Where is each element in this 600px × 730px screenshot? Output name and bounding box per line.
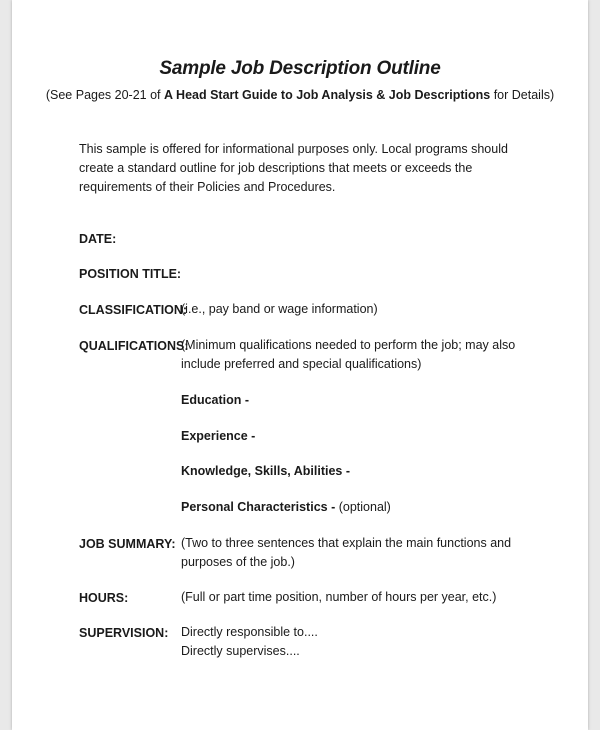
- page-title: Sample Job Description Outline: [159, 58, 441, 79]
- date-label: DATE:: [79, 232, 117, 246]
- subtitle-prefix: (See Pages 20-21 of: [45, 88, 164, 102]
- subtitle-guide-title: A Head Start Guide to Job Analysis & Job Descriptions: [164, 88, 491, 102]
- hours-label: HOURS:: [79, 591, 129, 605]
- ksa-item: Knowledge, Skills, Abilities -: [181, 464, 351, 478]
- intro-paragraph: This sample is offered for informational purposes only. Local programs should create a standard outline for job descriptions that meets or exceeds the requirements of their Policies and Procedures.: [79, 142, 508, 194]
- classification-label: CLASSIFICATION:: [79, 303, 188, 317]
- personal-characteristics-note: (optional): [338, 500, 391, 514]
- supervision-supervises: Directly supervises....: [181, 644, 300, 658]
- education-item: Education -: [181, 393, 250, 407]
- supervision-responsible-to: Directly responsible to....: [181, 625, 318, 639]
- page-subtitle: [12, 88, 588, 102]
- supervision-value: [181, 623, 541, 661]
- supervision-label: SUPERVISION:: [79, 626, 169, 640]
- job-summary-value: (Two to three sentences that explain the main functions and purposes of the job.): [181, 536, 512, 569]
- subtitle-suffix: for Details): [490, 88, 555, 102]
- job-summary-label: JOB SUMMARY:: [79, 537, 176, 551]
- qualifications-label: QUALIFICATIONS:: [79, 339, 189, 353]
- classification-value: (i.e., pay band or wage information): [181, 302, 378, 316]
- document-page: [12, 0, 588, 730]
- personal-characteristics-label: Personal Characteristics -: [181, 500, 336, 514]
- hours-value: (Full or part time position, number of hours per year, etc.): [181, 590, 497, 604]
- experience-item: Experience -: [181, 429, 256, 443]
- position-title-label: POSITION TITLE:: [79, 267, 182, 281]
- personal-characteristics-item: [181, 500, 391, 514]
- qualifications-value: (Minimum qualifications needed to perform the job; may also include preferred and special qualifications): [181, 338, 516, 371]
